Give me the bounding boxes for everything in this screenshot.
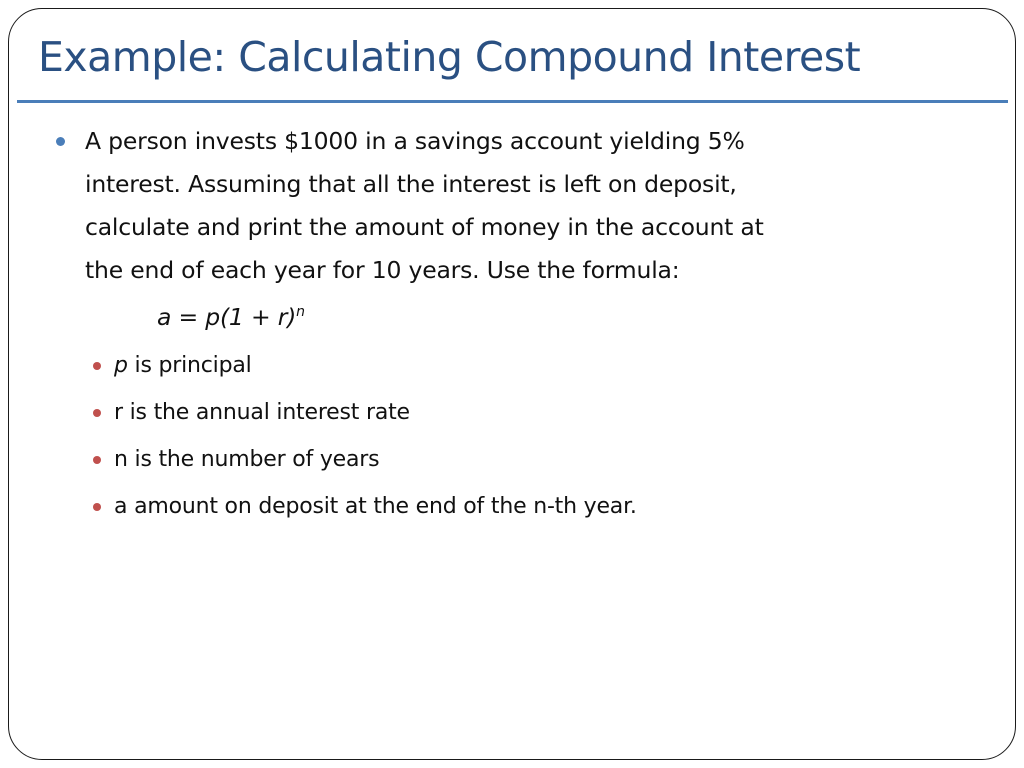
slide-title: Example: Calculating Compound Interest [38, 33, 861, 81]
definition-text: a amount on deposit at the end of the n-th year. [114, 494, 637, 519]
definition-text: n is the number of years [114, 447, 380, 472]
main-bullet-line-4: the end of each year for 10 years. Use the formula: [85, 256, 680, 284]
list-item [54, 483, 984, 530]
list-item [54, 436, 984, 483]
sub-bullet-dot-icon [93, 456, 101, 464]
compound-interest-formula [85, 292, 984, 337]
list-item [54, 342, 984, 389]
main-bullet-line-2: interest. Assuming that all the interest is left on deposit, [85, 170, 737, 198]
sub-bullet-dot-icon [93, 409, 101, 417]
variable-definitions-list [54, 342, 984, 530]
definition-text: is principal [127, 353, 252, 378]
definition-term: p [114, 353, 128, 378]
main-bullet-line-3: calculate and print the amount of money in the account at [85, 213, 764, 241]
formula-exponent: n [296, 304, 305, 320]
slide-body [54, 120, 984, 530]
formula-base: a = p(1 + r) [157, 303, 297, 331]
list-item [54, 389, 984, 436]
sub-bullet-dot-icon [93, 503, 101, 511]
bullet-dot-icon [56, 137, 65, 146]
main-bullet-line-1: A person invests $1000 in a savings account yielding 5% [85, 127, 745, 155]
sub-bullet-dot-icon [93, 362, 101, 370]
title-divider [17, 100, 1008, 103]
main-bullet [54, 120, 984, 337]
definition-text: r is the annual interest rate [114, 400, 410, 425]
